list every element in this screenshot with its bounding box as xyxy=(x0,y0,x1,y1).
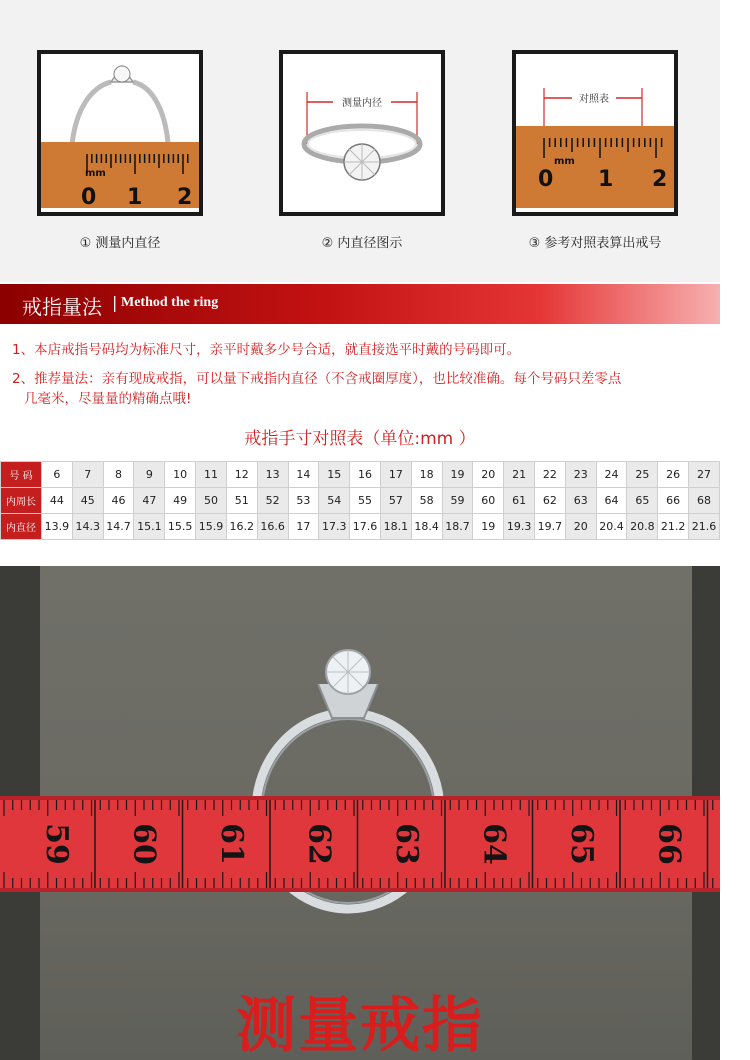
table-cell: 17 xyxy=(380,462,411,488)
table-cell: 27 xyxy=(689,462,720,488)
tape-number: 59 xyxy=(39,823,74,865)
table-cell: 26 xyxy=(658,462,689,488)
table-cell: 63 xyxy=(565,488,596,514)
row-header: 内周长 xyxy=(1,488,42,514)
table-cell: 50 xyxy=(196,488,227,514)
step-reference-chart-image xyxy=(512,50,678,216)
table-cell: 11 xyxy=(196,462,227,488)
section-subtitle: Method the ring xyxy=(121,295,219,310)
table-cell: 13.9 xyxy=(42,514,73,540)
table-cell: 12 xyxy=(226,462,257,488)
step-caption: ③ 参考对照表算出戒号 xyxy=(528,236,662,251)
section-separator: | xyxy=(112,293,118,312)
table-cell: 21.2 xyxy=(658,514,689,540)
table-cell: 57 xyxy=(380,488,411,514)
ruler-label: 1 xyxy=(598,167,614,192)
table-cell: 16.2 xyxy=(226,514,257,540)
table-cell: 20.4 xyxy=(596,514,627,540)
table-row xyxy=(1,514,720,540)
ruler-label: 2 xyxy=(652,167,668,192)
table-cell: 44 xyxy=(42,488,73,514)
table-cell: 52 xyxy=(257,488,288,514)
section-header xyxy=(0,284,720,324)
table-cell: 17 xyxy=(288,514,319,540)
table-cell: 14 xyxy=(288,462,319,488)
table-cell: 15.9 xyxy=(196,514,227,540)
table-cell: 17.3 xyxy=(319,514,350,540)
table-cell: 22 xyxy=(535,462,566,488)
table-cell: 61 xyxy=(504,488,535,514)
table-cell: 15.1 xyxy=(134,514,165,540)
table-cell: 18.7 xyxy=(442,514,473,540)
table-cell: 45 xyxy=(72,488,103,514)
ruler-label: 2 xyxy=(177,185,193,210)
photo-caption: 测量戒指 xyxy=(236,991,484,1060)
table-cell: 15.5 xyxy=(165,514,196,540)
step-caption: ① 测量内直径 xyxy=(79,236,161,251)
table-cell: 8 xyxy=(103,462,134,488)
ruler-label: 0 xyxy=(81,185,97,210)
table-cell: 53 xyxy=(288,488,319,514)
section-title: 戒指量法 xyxy=(22,295,102,319)
table-cell: 21.6 xyxy=(689,514,720,540)
table-cell: 60 xyxy=(473,488,504,514)
table-cell: 68 xyxy=(689,488,720,514)
table-cell: 18.1 xyxy=(380,514,411,540)
table-cell: 14.7 xyxy=(103,514,134,540)
table-cell: 6 xyxy=(42,462,73,488)
table-cell: 58 xyxy=(411,488,442,514)
table-cell: 46 xyxy=(103,488,134,514)
table-cell: 65 xyxy=(627,488,658,514)
note-line: 1、本店戒指号码均为标准尺寸，亲平时戴多少号合适，就直接选平时戴的号码即可。 xyxy=(12,342,521,358)
table-cell: 21 xyxy=(504,462,535,488)
table-cell: 19 xyxy=(442,462,473,488)
tape-measure xyxy=(0,796,720,892)
ruler-unit: mm xyxy=(85,168,106,179)
table-cell: 59 xyxy=(442,488,473,514)
table-cell: 18.4 xyxy=(411,514,442,540)
table-cell: 51 xyxy=(226,488,257,514)
table-cell: 64 xyxy=(596,488,627,514)
table-cell: 20 xyxy=(473,462,504,488)
table-cell: 54 xyxy=(319,488,350,514)
tape-number: 66 xyxy=(651,823,687,865)
tape-number: 63 xyxy=(389,823,424,865)
note-line: 几毫米，尽量量的精确点哦! xyxy=(24,391,192,407)
ruler-label: 0 xyxy=(538,167,554,192)
table-cell: 62 xyxy=(535,488,566,514)
row-header: 号 码 xyxy=(1,462,42,488)
table-cell: 24 xyxy=(596,462,627,488)
table-cell: 20.8 xyxy=(627,514,658,540)
instruction-panel xyxy=(0,0,720,282)
table-row xyxy=(1,462,720,488)
table-cell: 7 xyxy=(72,462,103,488)
step-measure-diameter-image xyxy=(37,50,203,216)
tape-number: 64 xyxy=(476,823,512,865)
tape-number: 61 xyxy=(214,823,249,865)
ruler-label: 1 xyxy=(127,185,143,210)
table-cell: 16.6 xyxy=(257,514,288,540)
ring-measurement-photo xyxy=(0,566,720,1060)
table-cell: 19.3 xyxy=(504,514,535,540)
table-cell: 47 xyxy=(134,488,165,514)
table-cell: 49 xyxy=(165,488,196,514)
table-cell: 17.6 xyxy=(350,514,381,540)
step-diameter-diagram-image xyxy=(279,50,445,216)
table-cell: 25 xyxy=(627,462,658,488)
table-cell: 10 xyxy=(165,462,196,488)
table-cell: 55 xyxy=(350,488,381,514)
tape-number: 65 xyxy=(564,823,599,865)
size-chart-title: 戒指手寸对照表（单位:mm ） xyxy=(244,429,476,449)
note-line: 2、推荐量法：亲有现成戒指，可以量下戒指内直径（不含戒圈厚度），也比较准确。每个号码只差零点 xyxy=(12,371,622,387)
size-chart-table xyxy=(0,461,720,540)
dimension-label: 对照表 xyxy=(579,94,609,105)
table-cell: 9 xyxy=(134,462,165,488)
tape-number: 60 xyxy=(126,823,162,865)
table-cell: 16 xyxy=(350,462,381,488)
table-cell: 23 xyxy=(565,462,596,488)
table-cell: 13 xyxy=(257,462,288,488)
table-cell: 14.3 xyxy=(72,514,103,540)
table-cell: 19.7 xyxy=(535,514,566,540)
ruler-unit: mm xyxy=(554,156,575,167)
dimension-label: 测量内径 xyxy=(342,98,382,109)
row-header: 内直径 xyxy=(1,514,42,540)
table-cell: 15 xyxy=(319,462,350,488)
step-caption: ② 内直径图示 xyxy=(321,236,403,251)
table-cell: 66 xyxy=(658,488,689,514)
table-row xyxy=(1,488,720,514)
table-cell: 18 xyxy=(411,462,442,488)
tape-number: 62 xyxy=(301,823,337,865)
table-cell: 20 xyxy=(565,514,596,540)
table-cell: 19 xyxy=(473,514,504,540)
